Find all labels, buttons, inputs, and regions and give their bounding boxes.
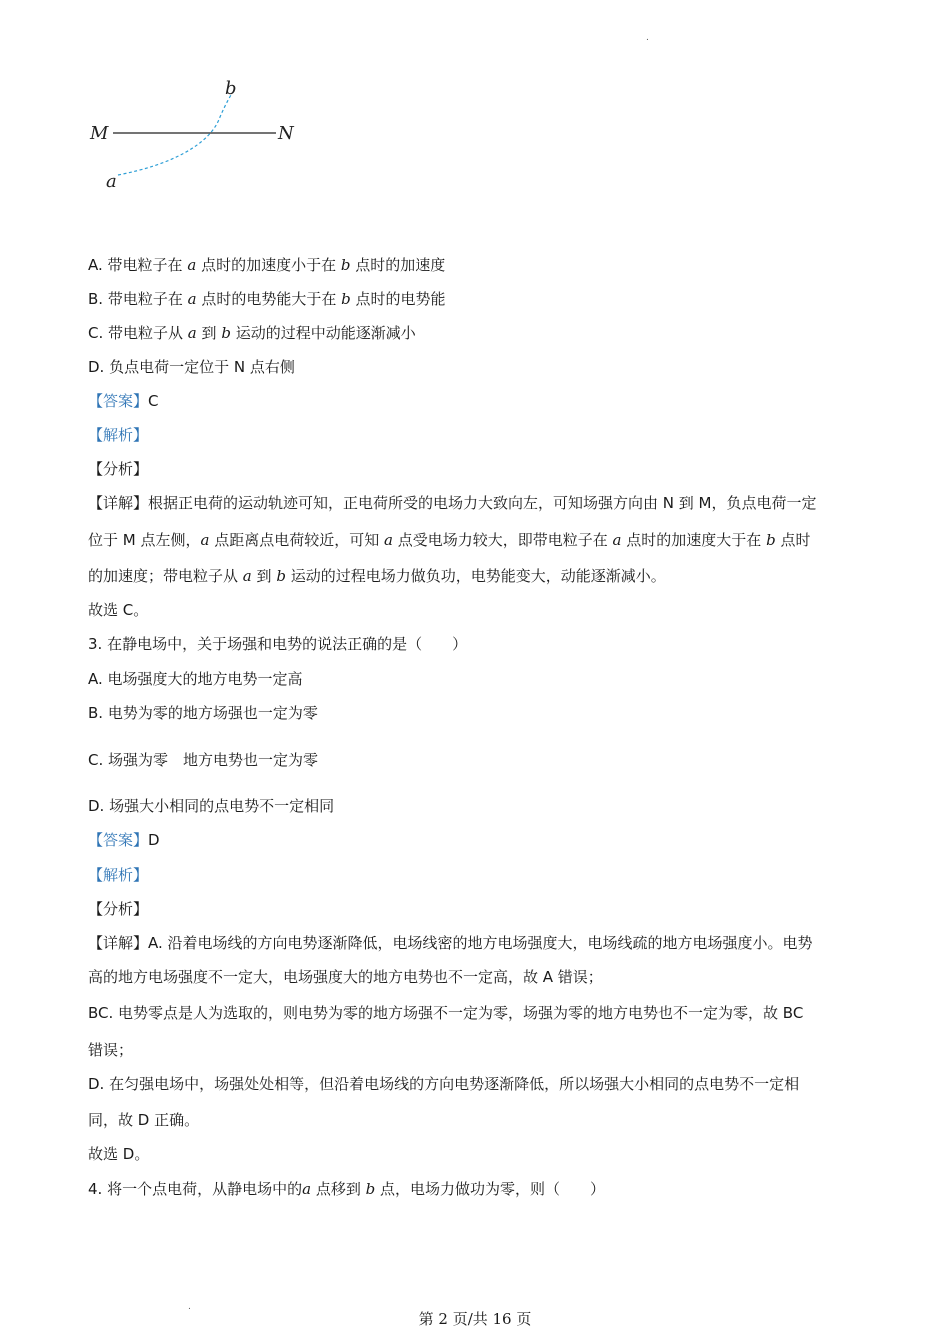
header-dot: . <box>646 33 649 43</box>
footer-dot: . <box>188 1302 191 1312</box>
q2-option-a: A. 带电粒子在 a 点时的加速度小于在 b 点时的加速度 <box>88 256 446 274</box>
q3-stem: 3. 在静电场中，关于场强和电势的说法正确的是（ ） <box>88 635 468 653</box>
q2-option-c: C. 带电粒子从 a 到 b 运动的过程中动能逐渐减小 <box>88 324 416 342</box>
q4-stem: 4. 将一个点电荷，从静电场中的a 点移到 b 点，电场力做功为零，则（ ） <box>88 1180 606 1198</box>
q3-fenxi-tag: 【分析】 <box>88 900 149 918</box>
label-a: a <box>106 171 117 192</box>
q3-conclusion: 故选 D。 <box>88 1145 150 1163</box>
label-M: M <box>90 123 109 144</box>
q2-answer: 【答案】C <box>88 392 159 410</box>
q2-detail-line2: 位于 M 点左侧，a 点距离点电荷较近，可知 a 点受电场力较大，即带电粒子在 a 点时的加速度大于在 b 点时 <box>88 531 811 549</box>
q3-detail-line1: 【详解】A. 沿着电场线的方向电势逐渐降低，电场线密的地方电场强度大，电场线疏的地方电场强度小。电势 <box>88 934 813 952</box>
q3-detail-line5: D. 在匀强电场中，场强处处相等，但沿着电场线的方向电势逐渐降低，所以场强大小相同的点电势不一定相 <box>88 1075 800 1093</box>
q3-option-c: C. 场强为零 地方电势也一定为零 <box>88 751 319 769</box>
trajectory-figure <box>80 75 320 200</box>
q3-option-d: D. 场强大小相同的点电势不一定相同 <box>88 797 335 815</box>
q3-option-b: B. 电势为零的地方场强也一定为零 <box>88 704 318 722</box>
q3-option-a: A. 电场强度大的地方电势一定高 <box>88 670 303 688</box>
q2-detail-line3: 的加速度；带电粒子从 a 到 b 运动的过程电场力做负功，电势能变大，动能逐渐减小。 <box>88 567 666 585</box>
q2-detail-line1: 【详解】根据正电荷的运动轨迹可知，正电荷所受的电场力大致向左，可知场强方向由 N 到 M，负点电荷一定 <box>88 494 817 512</box>
q2-analysis-tag: 【解析】 <box>88 426 149 444</box>
label-b: b <box>225 78 237 99</box>
trajectory-curve <box>118 93 232 175</box>
label-N: N <box>278 123 294 144</box>
q3-detail-line2: 高的地方电场强度不一定大，电场强度大的地方电势也不一定高，故 A 错误； <box>88 968 603 986</box>
q3-detail-line3: BC. 电势零点是人为选取的，则电势为零的地方场强不一定为零，场强为零的地方电势也不一定为零，故 BC <box>88 1004 804 1022</box>
q2-option-b: B. 带电粒子在 a 点时的电势能大于在 b 点时的电势能 <box>88 290 446 308</box>
q3-detail-line6: 同，故 D 正确。 <box>88 1111 200 1129</box>
q3-answer: 【答案】D <box>88 831 160 849</box>
q3-analysis-tag: 【解析】 <box>88 866 149 884</box>
q2-option-d: D. 负点电荷一定位于 N 点右侧 <box>88 358 295 376</box>
q2-fenxi-tag: 【分析】 <box>88 460 149 478</box>
q2-conclusion: 故选 C。 <box>88 601 149 619</box>
q3-detail-line4: 错误； <box>88 1041 134 1059</box>
page-footer: 第 2 页/共 16 页 <box>418 1310 532 1328</box>
